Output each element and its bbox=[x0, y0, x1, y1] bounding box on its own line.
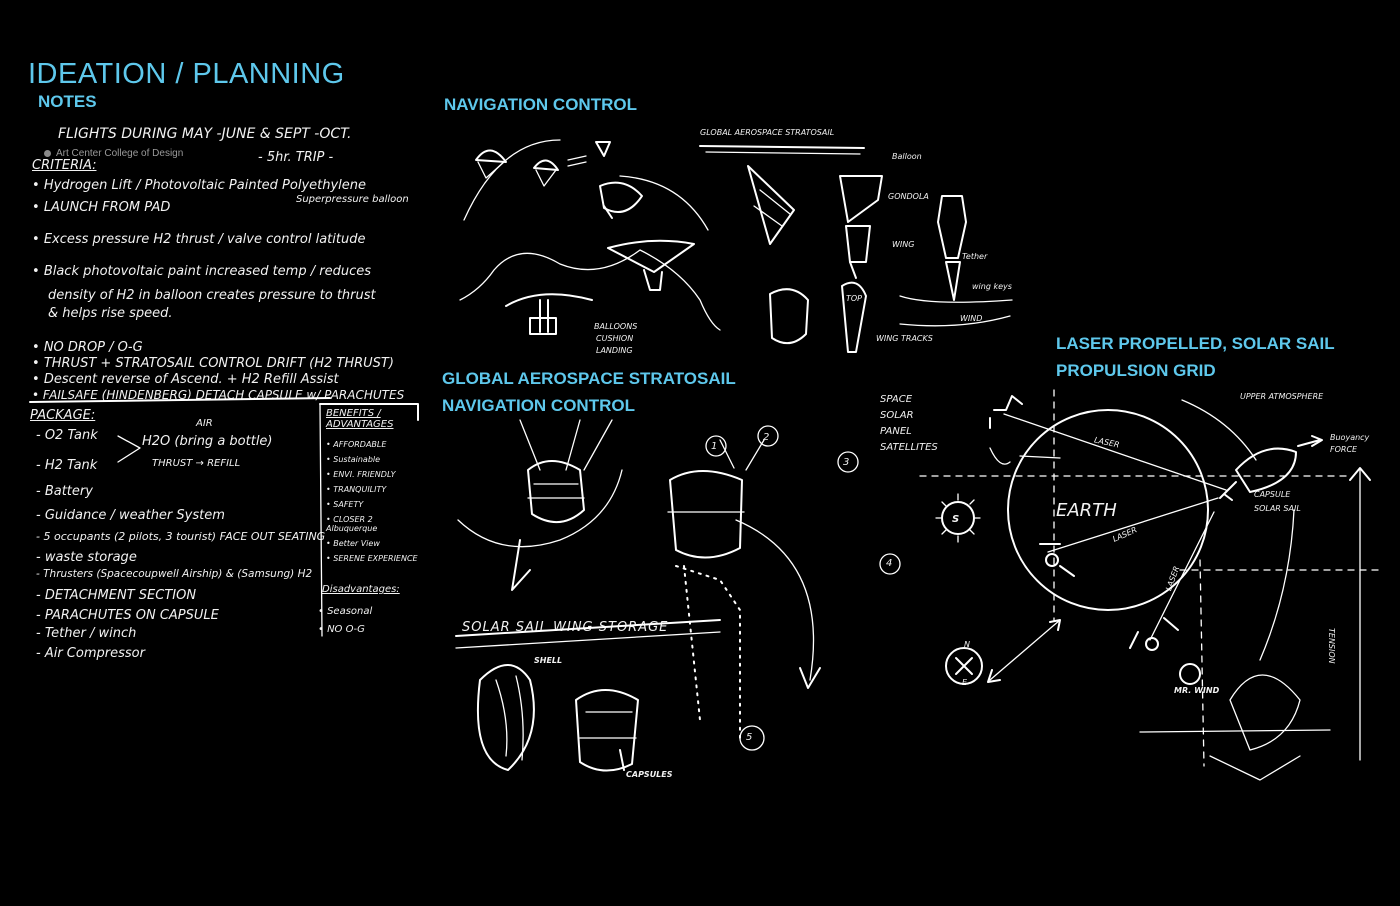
benefits-heading: BENEFITS / ADVANTAGES bbox=[326, 408, 394, 430]
stratosail-label: TOP bbox=[846, 294, 863, 303]
package-item: - Thrusters (Spacecoupwell Airship) & (Samsung) H2 bbox=[36, 568, 313, 580]
upper-atmosphere-label: UPPER ATMOSPHERE bbox=[1240, 392, 1324, 401]
notes-line-text: FAILSAFE (HINDENBERG) DETACH CAPSULE w/ PARACHUTES bbox=[42, 388, 405, 402]
notes-line: • Excess pressure H2 thrust / valve control latitude bbox=[32, 232, 366, 247]
wing-storage-label: SOLAR SAIL WING STORAGE bbox=[462, 620, 669, 635]
step-number: 5 bbox=[746, 732, 753, 743]
stratosail-nav-heading-line2: NAVIGATION CONTROL bbox=[442, 396, 635, 415]
compass-e: E bbox=[962, 678, 968, 687]
package-heading: PACKAGE: bbox=[30, 408, 96, 423]
notes-line: Superpressure balloon bbox=[296, 194, 409, 205]
laser-label: LASER bbox=[1093, 435, 1121, 450]
notes-line: & helps rise speed. bbox=[48, 306, 173, 321]
package-item: - 5 occupants (2 pilots, 3 tourist) FACE OUT SEATING bbox=[36, 530, 326, 543]
notes-line: • Hydrogen Lift / Photovoltaic Painted Polyethylene bbox=[32, 178, 367, 193]
benefit-item-text: Sustainable bbox=[333, 455, 381, 464]
package-item-text: Thrusters (Spacecoupwell Airship) & (Samsung) H2 bbox=[43, 568, 313, 580]
package-item-text: PARACHUTES ON CAPSULE bbox=[44, 608, 219, 623]
benefit-item-text: SERENE EXPERIENCE bbox=[333, 554, 418, 563]
notes-line: FLIGHTS DURING MAY -JUNE & SEPT -OCT. bbox=[58, 126, 352, 142]
notes-line-text: Descent reverse of Ascend. + H2 Refill Assist bbox=[43, 372, 339, 387]
package-item: H2O (bring a bottle) bbox=[142, 434, 273, 449]
disadvantage-item: • NO O-G bbox=[318, 624, 365, 635]
nav-label-landing: LANDING bbox=[596, 346, 633, 355]
package-item: AIR bbox=[196, 418, 213, 429]
shell-label: SHELL bbox=[534, 656, 563, 665]
stratosail-label: Tether bbox=[962, 252, 988, 261]
benefit-item-text: Better View bbox=[333, 539, 380, 548]
benefit-item-text: SAFETY bbox=[333, 500, 364, 509]
notes-line: • THRUST + STRATOSAIL CONTROL DRIFT (H2 THRUST) bbox=[32, 356, 394, 371]
stratosail-nav-sketches bbox=[456, 420, 900, 771]
laser-label: LASER bbox=[1164, 564, 1182, 593]
disadvantage-item-text: Seasonal bbox=[327, 606, 373, 617]
wind-label: MR. WIND bbox=[1174, 686, 1220, 695]
notes-line: • LAUNCH FROM PAD bbox=[32, 200, 171, 215]
disadvantages-heading: Disadvantages: bbox=[322, 584, 400, 595]
laser-label: LASER bbox=[1111, 525, 1139, 544]
notes-line: • NO DROP / O-G bbox=[32, 340, 143, 355]
notes-line: • FAILSAFE (HINDENBERG) DETACH CAPSULE w/ PARACHUTES bbox=[32, 388, 405, 402]
step-number: 2 bbox=[763, 432, 770, 443]
capsules-label: CAPSULES bbox=[626, 770, 673, 779]
stratosail-sketches bbox=[700, 146, 1012, 352]
package-item: - H2 Tank bbox=[36, 458, 98, 473]
notes-line-text: NO DROP / O-G bbox=[43, 340, 143, 355]
landing-sketch bbox=[460, 250, 720, 334]
benefit-item: • CLOSER 2 Albuquerque bbox=[326, 515, 378, 533]
notes-line: • Descent reverse of Ascend. + H2 Refill Assist bbox=[32, 372, 339, 387]
stratosail-nav-heading-line1: GLOBAL AEROSPACE STRATOSAIL bbox=[442, 369, 736, 388]
package-item: - Tether / winch bbox=[36, 626, 137, 641]
disadvantage-item: • Seasonal bbox=[318, 606, 373, 617]
buoyancy-line: Buoyancy bbox=[1330, 433, 1370, 442]
notes-line-text: Hydrogen Lift / Photovoltaic Painted Polyethylene bbox=[43, 178, 367, 193]
stratosail-label: WING TRACKS bbox=[876, 334, 933, 343]
benefit-item: • Better View bbox=[326, 539, 380, 548]
benefit-item: • SERENE EXPERIENCE bbox=[326, 554, 418, 563]
stratosail-label: WIND bbox=[960, 314, 983, 323]
notes-line: - 5hr. TRIP - bbox=[258, 150, 334, 165]
package-item: - Air Compressor bbox=[36, 646, 145, 661]
step-number: 4 bbox=[886, 558, 893, 569]
benefit-item: • AFFORDABLE bbox=[326, 440, 387, 449]
notes-rules bbox=[30, 398, 418, 636]
package-item: - Guidance / weather System bbox=[36, 508, 225, 523]
laser-grid-sketches bbox=[920, 390, 1380, 780]
package-item-text: waste storage bbox=[44, 550, 137, 565]
space-solar-line: SOLAR bbox=[880, 410, 914, 421]
benefit-item: • ENVI. FRIENDLY bbox=[326, 470, 396, 479]
benefit-item: • TRANQUILITY bbox=[326, 485, 387, 494]
package-item: THRUST → REFILL bbox=[152, 458, 241, 469]
benefit-item-text: TRANQUILITY bbox=[333, 485, 387, 494]
notes-heading: NOTES bbox=[38, 92, 97, 111]
stratosail-label: wing keys bbox=[972, 282, 1012, 291]
criteria-label: CRITERIA: bbox=[32, 158, 97, 173]
earth-label: EARTH bbox=[1056, 500, 1117, 521]
nav-label-cushion: CUSHION bbox=[596, 334, 634, 343]
package-item: - PARACHUTES ON CAPSULE bbox=[36, 608, 219, 623]
notes-line: • Black photovoltaic paint increased temp / reduces bbox=[32, 264, 371, 279]
package-item-text: Tether / winch bbox=[44, 626, 137, 641]
solar-sail-label: SOLAR SAIL bbox=[1254, 504, 1301, 513]
notes-line-text: LAUNCH FROM PAD bbox=[43, 200, 171, 215]
stratosail-label: Balloon bbox=[892, 152, 922, 161]
package-item-text: Battery bbox=[44, 484, 93, 499]
stratosail-sketch-heading: GLOBAL AEROSPACE STRATOSAIL bbox=[700, 128, 835, 137]
stratosail-label: WING bbox=[892, 240, 915, 249]
notes-line-text: Excess pressure H2 thrust / valve control latitude bbox=[43, 232, 366, 247]
page-title: IDEATION / PLANNING bbox=[28, 58, 345, 90]
capsule-label: CAPSULE bbox=[1254, 490, 1291, 499]
benefit-item: • SAFETY bbox=[326, 500, 364, 509]
laser-grid-heading-line2: PROPULSION GRID bbox=[1056, 361, 1216, 380]
step-number: 3 bbox=[843, 457, 850, 468]
nav-label-balloons: BALLOONS bbox=[594, 322, 638, 331]
package-item: - DETACHMENT SECTION bbox=[36, 588, 197, 603]
package-item: - waste storage bbox=[36, 550, 137, 565]
package-item: - O2 Tank bbox=[36, 428, 98, 443]
notes-line-text: THRUST + STRATOSAIL CONTROL DRIFT (H2 THRUST) bbox=[43, 356, 394, 371]
notes-line: density of H2 in balloon creates pressure to thrust bbox=[48, 288, 376, 303]
benefit-item-text: ENVI. FRIENDLY bbox=[333, 470, 396, 479]
laser-grid-heading-line1: LASER PROPELLED, SOLAR SAIL bbox=[1056, 334, 1335, 353]
disadvantage-item-text: NO O-G bbox=[327, 624, 365, 635]
tension-label: TENSION bbox=[1327, 628, 1336, 664]
package-item-text: DETACHMENT SECTION bbox=[44, 588, 197, 603]
package-item-text: H2 Tank bbox=[44, 458, 98, 473]
benefit-item-text: AFFORDABLE bbox=[333, 440, 387, 449]
package-item-text: Guidance / weather System bbox=[44, 508, 225, 523]
package-item-text: Air Compressor bbox=[44, 646, 145, 661]
compass-n: N bbox=[964, 640, 970, 649]
benefit-item: • Sustainable bbox=[326, 455, 381, 464]
package-item-text: 5 occupants (2 pilots, 3 tourist) FACE OUT SEATING bbox=[43, 530, 326, 543]
package-item: - Battery bbox=[36, 484, 93, 499]
package-item-text: O2 Tank bbox=[44, 428, 98, 443]
space-solar-line: SPACE bbox=[880, 394, 913, 405]
step-number: 1 bbox=[711, 441, 718, 452]
space-solar-line: PANEL bbox=[880, 426, 912, 437]
parachute-sketches bbox=[464, 140, 708, 290]
stratosail-label: GONDOLA bbox=[888, 192, 929, 201]
space-solar-line: SATELLITES bbox=[880, 442, 938, 453]
watermark-text: Art Center College of Design bbox=[56, 148, 184, 159]
benefit-item-text: CLOSER 2 Albuquerque bbox=[326, 515, 378, 533]
sun-label: S bbox=[952, 514, 960, 525]
notes-line-text: Black photovoltaic paint increased temp / reduces bbox=[43, 264, 371, 279]
buoyancy-line: FORCE bbox=[1330, 445, 1358, 454]
navigation-control-heading: NAVIGATION CONTROL bbox=[444, 95, 637, 114]
